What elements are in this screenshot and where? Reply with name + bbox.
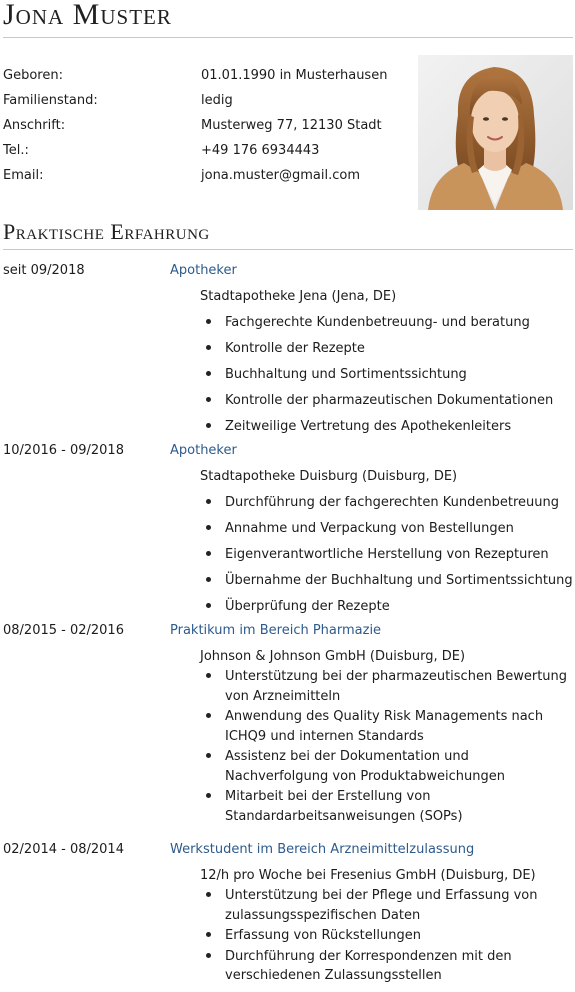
duty-item: Unterstützung bei der pharmazeutischen Bewertung von Arzneimitteln <box>200 667 575 706</box>
personal-label: Email: <box>3 168 44 183</box>
personal-label: Familienstand: <box>3 93 98 108</box>
duty-item: Anwendung des Quality Risk Managements nach ICHQ9 und internen Standards <box>200 707 575 746</box>
personal-label: Anschrift: <box>3 118 66 133</box>
job-title: Apotheker <box>170 263 237 278</box>
job-date: 02/2014 - 08/2014 <box>3 842 124 857</box>
personal-value: jona.muster@gmail.com <box>201 168 361 183</box>
section-divider <box>3 249 573 250</box>
job-date: seit 09/2018 <box>3 263 85 278</box>
job-company: 12/h pro Woche bei Fresenius GmbH (Duisburg, DE) <box>200 868 536 883</box>
personal-value: 01.01.1990 in Musterhausen <box>201 68 388 83</box>
portrait-image <box>418 55 573 210</box>
personal-label: Tel.: <box>3 143 29 158</box>
duty-item: Durchführung der fachgerechten Kundenbetreuung <box>200 493 575 513</box>
personal-label: Geboren: <box>3 68 63 83</box>
job-duties <box>200 306 575 436</box>
duty-item: Übernahme der Buchhaltung und Sortimentssichtung <box>200 571 575 591</box>
duty-item: Annahme und Verpackung von Bestellungen <box>200 519 575 539</box>
job-company: Johnson & Johnson GmbH (Duisburg, DE) <box>200 649 466 664</box>
duty-item: Überprüfung der Rezepte <box>200 597 575 617</box>
job-title: Werkstudent im Bereich Arzneimittelzulassung <box>170 842 475 857</box>
duty-item: Assistenz bei der Dokumentation und Nachverfolgung von Produktabweichungen <box>200 747 575 786</box>
job-title: Apotheker <box>170 443 237 458</box>
duty-item: Zeitweilige Vertretung des Apothekenleiters <box>200 417 575 437</box>
job-company: Stadtapotheke Jena (Jena, DE) <box>200 289 397 304</box>
personal-value: +49 176 6934443 <box>201 143 320 158</box>
duty-item: Kontrolle der pharmazeutischen Dokumentationen <box>200 391 575 411</box>
personal-value: ledig <box>201 93 233 108</box>
job-duties <box>200 666 575 826</box>
job-date: 10/2016 - 09/2018 <box>3 443 124 458</box>
job-date: 08/2015 - 02/2016 <box>3 623 124 638</box>
duty-item: Kontrolle der Rezepte <box>200 339 575 359</box>
cv-name: Jona Muster <box>3 0 172 31</box>
personal-value: Musterweg 77, 12130 Stadt <box>201 118 382 133</box>
duty-item: Erfassung von Rückstellungen <box>200 926 575 946</box>
duty-item: Eigenverantwortliche Herstellung von Rezepturen <box>200 545 575 565</box>
job-duties <box>200 885 575 986</box>
duty-item: Mitarbeit bei der Erstellung von Standardarbeitsanweisungen (SOPs) <box>200 787 575 826</box>
duty-item: Buchhaltung und Sortimentssichtung <box>200 365 575 385</box>
job-title: Praktikum im Bereich Pharmazie <box>170 623 382 638</box>
duty-item: Fachgerechte Kundenbetreuung- und beratung <box>200 313 575 333</box>
duty-item: Durchführung der Korrespondenzen mit den verschiedenen Zulassungsstellen <box>200 947 575 986</box>
duty-item: Unterstützung bei der Pflege und Erfassung von zulassungsspezifischen Daten <box>200 886 575 925</box>
job-duties <box>200 486 575 616</box>
section-title: Praktische Erfahrung <box>3 219 210 244</box>
header-divider <box>3 37 573 38</box>
profile-photo <box>418 55 573 210</box>
job-company: Stadtapotheke Duisburg (Duisburg, DE) <box>200 469 458 484</box>
